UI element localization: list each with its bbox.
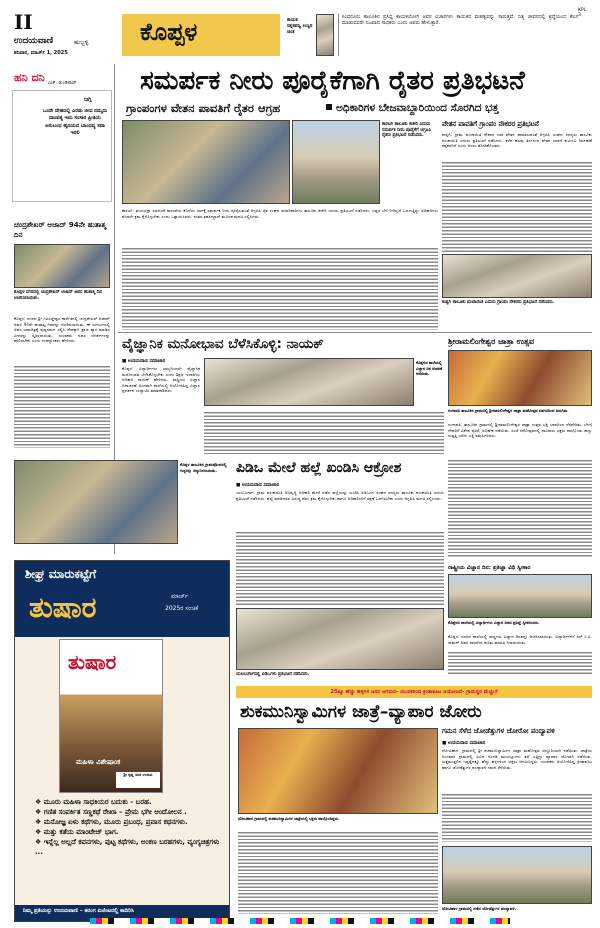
main-subheadline-left: ಗ್ರಾಂಪಂಗಳ ವೇತನ ಪಾವತಿಗೆ ರೈತರ ಆಗ್ರಹ bbox=[126, 101, 281, 115]
banner-strip bbox=[236, 686, 592, 698]
side-story-body: ಕುಷ್ಟಗಿ: ಗ್ರಾಮ ಪಂಚಾಯಿತಿ ನೌಕರರ ಬಾಕಿ ವೇತನ ಪಾವತಿಸುವಂತೆ ಆಗ್ರಹಿಸಿ ಸಂಘದ ಸದಸ್ಯರು ತಾಲೂಕು ಪಂಚಾಯಿತಿ ಎದುರು ಪ್ರತಿಭಟನೆ ನಡೆಸಿದರು. ಕಳೆದ ಹಲವು ತಿಂಗಳಿಂದ ವೇತನ ಬಾರದೆ ಕುಟುಂಬ ನಿರ್ವಹಣೆ ಕಷ್ಟವಾಗಿದೆ ಎಂದು ಅಳಲು ತೋಡಿಕೊಂಡರು. bbox=[442, 132, 592, 149]
ad-bullet: ❖ ಮತ್ತು ಕತೆಯ ಮಾಂಟೇಜ್ ಭಾಗ. bbox=[35, 828, 119, 836]
side-story-photo bbox=[442, 254, 592, 298]
poem-box bbox=[12, 90, 112, 202]
poem-title: ಜಗ್ಗಿ bbox=[84, 96, 92, 103]
magazine-cover bbox=[59, 639, 163, 793]
ad-bullet: ❖ ಇನ್ನೆಲ್ಲ ಅಲ್ಲದೆ ಕವನಗಳು, ಪುಟ್ಟ ಕಥೆಗಳು, ಅಂಕಣ ಬರಹಗಳು, ವ್ಯಂಗ್ಯಚಿತ್ರಗಳು ... bbox=[35, 838, 220, 856]
story2-lines bbox=[204, 410, 444, 456]
story5-body: ದೋಟಿಹಾಳ: ಗ್ರಾಮದಲ್ಲಿ ಶ್ರೀ ಶುಕಮುನಿಸ್ವಾಮಿಗಳ ಜಾತ್ರಾ ಮಹೋತ್ಸವ ಅದ್ಧೂರಿಯಾಗಿ ನಡೆಯಿತು. ಜಾತ್ರೆಯ ಅಂಗವಾಗಿ ಗ್ರಾಮದಲ್ಲಿ ವಿವಿಧ ಅಂಗಡಿ ಮುಂಗಟ್ಟುಗಳು ತಲೆ ಎತ್ತಿದ್ದು ವ್ಯಾಪಾರ ಜೋರಾಗಿ ನಡೆಯಿತು. ಸುತ್ತಮುತ್ತಲಿನ ಇಪ್ಪತ್ತೈದಕ್ಕೂ ಹೆಚ್ಚು ಹಳ್ಳಿಗಳಿಂದ ಭಕ್ತರು ಆಗಮಿಸಿದ್ದರು. ಯುವಕರು ಆಯೋಜಿಸಿದ್ದ ಕ್ರೀಡಾಕೂಟ ಹಾಗೂ ಜೋಡೆತ್ತುಗಳ ಪಂದ್ಯಾವಳಿ ಗಮನ ಸೆಳೆಯಿತು. bbox=[442, 748, 592, 770]
poem-text: ಒಂದೇ ದೇಹದಲ್ಲಿ ಎರಡು ಜೀವ ನಮ್ಮದು ದಾಂಪತ್ಯ ಇದು ಸಂಸಾರ ಪ್ರೀತಿಯ ಅನುಬಂಧ ಹೃದಯದ ಬಾಂಧವ್ಯ ಸದಾ ಇರಲಿ bbox=[42, 108, 108, 137]
quote-text: ಸಿಂಧನೂರು ತಾಲೂಕಿನ ಪ್ರಸಿದ್ಧ ಕಾಯಕಯೋಗಿ ಅವರ ವಿಚಾರಗಳು ಕಾಯಕದ ಮಹತ್ವವನ್ನು ಸಾರುತ್ತವೆ. ನಿತ್ಯ ಜೀವನದಲ್ಲಿ ಶ್ರದ್ಧೆಯಿಂದ ಕೆಲಸ ಮಾಡುವವರೇ ನಿಜವಾದ ಸಾಧಕರು ಎಂದು ಅವರು ಹೇಳುತ್ತಾರೆ. bbox=[342, 14, 578, 27]
tushara-ad bbox=[14, 560, 230, 922]
ad-title: ಶೀಘ್ರ ಮಾರುಕಟ್ಟೆಗೆ bbox=[25, 567, 97, 581]
story2-byline: ■ ಉದಯವಾಣಿ ಸಮಾಚಾರ bbox=[122, 359, 166, 364]
ad-brand: ತುಷಾರ bbox=[29, 591, 97, 624]
side-story-title: ವೇತನ ಪಾವತಿಗೆ ಗ್ರಾಂಪಂ ನೌಕರರ ಪ್ರತಿಭಟನೆ bbox=[442, 120, 539, 128]
cover-author-box bbox=[116, 772, 160, 788]
side-story-caption: ಕುಷ್ಟಗಿ ತಾಲೂಕು ಪಂಚಾಯಿತಿ ಎದುರು ಗ್ರಾಂಪಂ ನೌಕರರು ಪ್ರತಿಭಟನೆ ನಡೆಸಿದರು. bbox=[442, 300, 555, 305]
page-stamp: KPL 3 bbox=[578, 8, 587, 18]
story5-lines-right bbox=[442, 792, 592, 842]
subhead-separator bbox=[326, 104, 332, 110]
story3-byline: ■ ಉದಯವಾಣಿ ಸಮಾಚಾರ bbox=[236, 483, 280, 488]
story4-sub-headline: ರಾಷ್ಟ್ರೀಯ ವಿಜ್ಞಾನ ದಿನ: ಪ್ರತಿಜ್ಞಾ ವಿಧಿ ಸ್ವೀಕಾರ bbox=[448, 565, 531, 571]
quote-label: ಕಾಯಕ ರತ್ನತಪಸ್ವಿ ಉಸ್ಸಿನ ಚಿಂತ bbox=[287, 18, 313, 35]
story4-headline: ಶ್ರೀರಾಮಲಿಂಗೇಶ್ವರ ಜಾತ್ರಾ ಉತ್ಸವ bbox=[448, 337, 535, 346]
story4-photo bbox=[448, 350, 592, 406]
story-body: ಕೊಪ್ಪಳ: ನಗರದ ಶ್ರೀ ಗವಿಸಿದ್ದೇಶ್ವರ ಕಾಲೇಜಿನಲ್ಲಿ ಚಂದ್ರಶೇಖರ್ ಆಜಾದ್ ಅವರ 94ನೇ ಹುತಾತ್ಮ ದಿನವನ್ನು ಆಚರಿಸಲಾಯಿತು. ಈ ಸಂದರ್ಭದಲ್ಲಿ ಅವರ ಭಾವಚಿತ್ರಕ್ಕೆ ಪುಷ್ಪನಮನ ಸಲ್ಲಿಸಿ ದೇಶಕ್ಕಾಗಿ ಪ್ರಾಣ ತ್ಯಾಗ ಮಾಡಿದ ವೀರರನ್ನು ಸ್ಮರಿಸಲಾಯಿತು. ಯುವಕರು ಅವರ ಆದರ್ಶಗಳನ್ನು ಪಾಲಿಸಬೇಕು ಎಂದು ಉಪನ್ಯಾಸಕರು ಹೇಳಿದರು. bbox=[14, 316, 110, 344]
story3-lines bbox=[236, 530, 444, 606]
ad-footer: ನಿಮ್ಮ ಪ್ರತಿಯನ್ನು ಉದಯವಾಣಿ – ತರಂಗ ಏಜೆಂಟರಲ್ಲಿ ಕಾದಿರಿಸಿ bbox=[23, 908, 134, 914]
date: ಶನಿವಾರ, ಮಾರ್ಚ್ 1, 2025 bbox=[14, 50, 68, 56]
story2-caption: ಕೊಪ್ಪಳದ ಶಾಲೆಯಲ್ಲಿ ವಿಜ್ಞಾನ ದಿನ ಆಚರಣೆ ನಡೆಯಿತು. bbox=[416, 360, 443, 377]
main-body-lines bbox=[122, 246, 438, 330]
story3-headline: ಪಿಡಿಒ ಮೇಲೆ ಹಲ್ಲೆ ಖಂಡಿಸಿ ಆಕ್ರೋಶ bbox=[236, 460, 402, 476]
ad-bullets bbox=[35, 797, 225, 857]
district-box bbox=[122, 14, 280, 56]
story5-caption2: ದೋಟಿಹಾಳ ಗ್ರಾಮದಲ್ಲಿ ನಡೆದ ಜೋಡೆತ್ತುಗಳ ಪಂದ್ಯಾವಳಿ. bbox=[442, 906, 517, 911]
bull-race-photo bbox=[442, 846, 592, 904]
story5-byline: ■ ಉದಯವಾಣಿ ಸಮಾಚಾರ bbox=[442, 741, 486, 746]
story3-body: ಯಲಬುರ್ಗಾ: ಗ್ರಾಮ ಪಂಚಾಯಿತಿ ಅಭಿವೃದ್ಧಿ ಅಧಿಕಾರಿ ಮೇಲೆ ನಡೆದ ಹಲ್ಲೆಯನ್ನು ಖಂಡಿಸಿ ಪಿಡಿಒಗಳ ಸಂಘದ ಸದಸ್ಯರು ತಾಲೂಕು ಪಂಚಾಯಿತಿ ಎದುರು ಪ್ರತಿಭಟನೆ ನಡೆಸಿದರು. ಹಲ್ಲೆ ಮಾಡಿದವರ ವಿರುದ್ಧ ಕಠಿಣ ಕ್ರಮ ಕೈಗೊಳ್ಳಬೇಕು ಹಾಗೂ ಅಧಿಕಾರಿಗಳಿಗೆ ರಕ್ಷಣೆ ಒದಗಿಸಬೇಕು ಎಂದು ಆಗ್ರಹಿಸಿ ಮನವಿ ಸಲ್ಲಿಸಿದರು. bbox=[236, 490, 444, 501]
page-number: II bbox=[14, 10, 33, 34]
edition: ಹುಬ್ಬಳ್ಳಿ bbox=[74, 39, 89, 46]
main-body: ಕಾರಟಗಿ: ತುಂಗಭದ್ರಾ ಎಡದಂಡೆ ಕಾಲುವೆಯ ಕೊನೆಯ ಭಾಗಕ್ಕೆ ಸಮರ್ಪಕ ನೀರು ಪೂರೈಸುವಂತೆ ಆಗ್ರಹಿಸಿ ರೈತ ಸಂಘದ ಪದಾಧಿಕಾರಿಗಳು ತಾಲೂಕು ಕಚೇರಿ ಎದುರು ಪ್ರತಿಭಟನೆ ನಡೆಸಿದರು. ಭತ್ತದ ಬೆಳೆ ನೀರಿಲ್ಲದೆ ಒಣಗುತ್ತಿದ್ದು ಅಧಿಕಾರಿಗಳು ಕೂಡಲೇ ಕ್ರಮ ಕೈಗೊಳ್ಳಬೇಕು ಎಂದು ಒತ್ತಾಯಿಸಿದರು. ನಂತರ ತಹಸೀಲ್ದಾರ್ ಮೂಲಕ ಮನವಿ ಸಲ್ಲಿಸಿದರು. bbox=[122, 208, 438, 219]
print-marks bbox=[90, 918, 510, 924]
story5-caption1: ದೋಟಿಹಾಳ ಗ್ರಾಮದಲ್ಲಿ ಶುಕಮುನಿಸ್ವಾಮಿಗಳ ಜಾತ್ರೆಯಲ್ಲಿ ಭಕ್ತರು ಪಾಲ್ಗೊಂಡಿದ್ದರು. bbox=[238, 816, 340, 821]
story5-headline: ಶುಕಮುನಿಸ್ವಾಮಿಗಳ ಜಾತ್ರೆ–ವ್ಯಾಪಾರ ಜೋರು bbox=[240, 702, 482, 722]
story2-headline: ವೈಜ್ಞಾನಿಕ ಮನೋಭಾವ ಬೆಳೆಸಿಕೊಳ್ಳಿ: ನಾಯಕ್ bbox=[122, 336, 324, 352]
ad-issue: 2025ರ ಸಂಚಿಕೆ bbox=[165, 605, 199, 612]
paper-name: ಉದಯವಾಣಿ bbox=[14, 36, 54, 46]
story3-photo bbox=[236, 608, 444, 670]
main-headline: ಸಮರ್ಪಕ ನೀರು ಪೂರೈಕೆಗಾಗಿ ರೈತರ ಪ್ರತಿಭಟನೆ bbox=[140, 66, 525, 96]
cover-special: ಮಹಿಳಾ ವಿಶೇಷಾಂಕ bbox=[76, 758, 121, 766]
district-name: ಕೊಪ್ಪಳ bbox=[140, 18, 198, 46]
story-title: ಚಂದ್ರಶೇಖರ್ ಆಜಾದ್ 94ನೇ ಹುತಾತ್ಮ ದಿನ bbox=[14, 220, 107, 239]
ad-bullet: ❖ ಗಣಿತ ಸಂಪರ್ಕಿತ ಸಣ್ಣಕಥೆ ರೇಖಾ – ಪ್ರೇಮ ಭಗೀ ಆಂದೋಲನ . bbox=[35, 808, 187, 816]
masthead bbox=[12, 8, 590, 60]
story-body-lines bbox=[14, 364, 110, 448]
story4-lines bbox=[448, 458, 592, 558]
story4-caption: ಗಂಗಾವತಿ ತಾಲೂಕಿನ ಗ್ರಾಮದಲ್ಲಿ ಶ್ರೀರಾಮಲಿಂಗೇಶ್ವರ ಜಾತ್ರಾ ಮಹೋತ್ಸವ ಸಡಗರದಿಂದ ಜರುಗಿತು. bbox=[448, 408, 569, 413]
felicitation-photo bbox=[14, 460, 178, 544]
protest-photo bbox=[122, 120, 290, 204]
story2-photo bbox=[204, 358, 414, 406]
story4-sub-caption: ಕೊಪ್ಪಳದ ಶಾಲೆಯಲ್ಲಿ ವಿದ್ಯಾರ್ಥಿಗಳು ವಿಜ್ಞಾನ ದಿನದ ಪ್ರತಿಜ್ಞೆ ಸ್ವೀಕರಿಸಿದರು. bbox=[448, 620, 540, 625]
ad-month: ಮಾರ್ಚ್ bbox=[171, 593, 188, 600]
story4-sub-photo bbox=[448, 574, 592, 618]
side-story-lines bbox=[442, 160, 592, 252]
story4-sub-lines bbox=[448, 650, 592, 676]
story2-body: ಕೊಪ್ಪಳ: ವಿದ್ಯಾರ್ಥಿಗಳು ಬಾಲ್ಯದಿಂದಲೇ ವೈಜ್ಞಾನಿಕ ಮನೋಭಾವ ಬೆಳೆಸಿಕೊಳ್ಳಬೇಕು ಎಂದು ಶಿಕ್ಷಣ ಇಲಾಖೆಯ ಅಧಿಕಾರಿ ನಾಯಕ್ ಹೇಳಿದರು. ರಾಷ್ಟ್ರೀಯ ವಿಜ್ಞಾನ ದಿನಾಚರಣೆ ಅಂಗವಾಗಿ ಶಾಲೆಯಲ್ಲಿ ಆಯೋಜಿಸಿದ್ದ ವಿಜ್ಞಾನ ಪ್ರದರ್ಶನ ಉದ್ಘಾಟಿಸಿ ಮಾತನಾಡಿದರು. bbox=[122, 366, 200, 394]
story4-sub-body: ಕೊಪ್ಪಳ: ನಗರದ ಶಾಲೆಯಲ್ಲಿ ರಾಷ್ಟ್ರೀಯ ವಿಜ್ಞಾನ ದಿನವನ್ನು ಆಚರಿಸಲಾಯಿತು. ವಿದ್ಯಾರ್ಥಿಗಳಿಗೆ ಸರ್ ಸಿ.ವಿ. ರಾಮನ್ ಅವರ ಸಾಧನೆಯ ಕುರಿತು ಮಾಹಿತಿ ನೀಡಲಾಯಿತು. bbox=[448, 634, 592, 645]
section-rule bbox=[118, 332, 592, 333]
main-subheadline-right: ಅಧಿಕಾರಿಗಳ ಬೇಜವಾಬ್ದಾರಿಯಿಂದ ಸೊರಗಿದ ಭತ್ತ bbox=[336, 102, 499, 114]
story-photo bbox=[14, 244, 110, 288]
cover-author: ಶ್ರೀ ಕೃಷ್ಣ ಮಠ ಉಡುಪಿ bbox=[123, 772, 153, 777]
protest-photo-2 bbox=[292, 120, 380, 204]
quote-divider bbox=[338, 14, 339, 56]
story-caption: ಕೊಪ್ಪಳ ನಗರದಲ್ಲಿ ಚಂದ್ರಶೇಖರ್ ಆಜಾದ್ ಅವರ ಹುತಾತ್ಮ ದಿನ ಆಚರಿಸಲಾಯಿತು. bbox=[14, 290, 102, 301]
story3-caption: ಯಲಬುರ್ಗಾದಲ್ಲಿ ಪಿಡಿಒಗಳು ಪ್ರತಿಭಟನೆ ನಡೆಸಿದರು. bbox=[236, 672, 310, 677]
cover-title: ತುಷಾರ bbox=[68, 650, 117, 674]
ad-bullet: ❖ ಮೂರು ಮಹಿಳಾ ಸಾಧಕಿಯರ ಬದುಕು - ಬರಹ. bbox=[35, 798, 152, 806]
brand-logo bbox=[14, 66, 45, 85]
brand-author: ಎಚ್. ಡುಂಡಿರಾಜ್ bbox=[48, 81, 77, 86]
story5-sub: ಗಮನ ಸೆಳೆದ ಜೋಡೆತ್ತುಗಳ ಜೋರೋ ಪಂದ್ಯಾವಳಿ bbox=[442, 727, 555, 735]
banner-text: 25ಕ್ಕೂ ಹೆಚ್ಚು ಹಳ್ಳಿಗಳ ಜನರ ಆಗಮನ- ಯುವಕರಿಂದ ಕ್ರೀಡಾಕೂಟ ಆಯೋಜನೆ- ಗ್ರಾಮಸ್ಥರ ಮೆಚ್ಚುಗೆ bbox=[330, 689, 498, 695]
ad-bullet: ❖ ಮನೋಜ್ಞ ಏಳು ಕಥೆಗಳು, ಮೂರು ಪ್ರಬಂಧ, ಪ್ರವಾಸ ಕಥನಗಳು. bbox=[35, 818, 188, 826]
story4-body: ಗಂಗಾವತಿ: ತಾಲೂಕಿನ ಗ್ರಾಮದಲ್ಲಿ ಶ್ರೀರಾಮಲಿಂಗೇಶ್ವರ ಜಾತ್ರಾ ಉತ್ಸವ ಭಕ್ತಿ ಭಾವದಿಂದ ನೆರವೇರಿತು. ಬೆಳಗ್ಗೆ ದೇವರಿಗೆ ವಿಶೇಷ ಪೂಜೆ, ಅಭಿಷೇಕ ನಡೆಯಿತು. ಸಂಜೆ ರಥೋತ್ಸವದಲ್ಲಿ ಸಾವಿರಾರು ಭಕ್ತರು ಪಾಲ್ಗೊಂಡು ಹಣ್ಣು ಉತ್ತತ್ತಿ ಎಸೆದು ಭಕ್ತಿ ಸಮರ್ಪಿಸಿದರು. bbox=[448, 422, 592, 439]
author-photo bbox=[316, 14, 334, 56]
story5-photo bbox=[238, 728, 438, 814]
story5-lines bbox=[238, 830, 438, 914]
protest-photo-caption: ಕಾರಟಗಿ ತಾಲೂಕು ಕಚೇರಿ ಎದುರು ಸಮರ್ಪಕ ನೀರು ಪೂರೈಕೆಗೆ ಆಗ್ರಹಿಸಿ ರೈತರು ಪ್ರತಿಭಟನೆ ನಡೆಸಿದರು. bbox=[382, 122, 432, 139]
brand-name: ಹನಿ ದನಿ bbox=[14, 71, 45, 84]
felicitation-caption: ಕೊಪ್ಪಳ ತಾಲೂಕಿನ ಗ್ರಾಮವೊಂದರಲ್ಲಿ ಗಣ್ಯರನ್ನು ಸನ್ಮಾನಿಸಲಾಯಿತು. bbox=[180, 462, 227, 473]
